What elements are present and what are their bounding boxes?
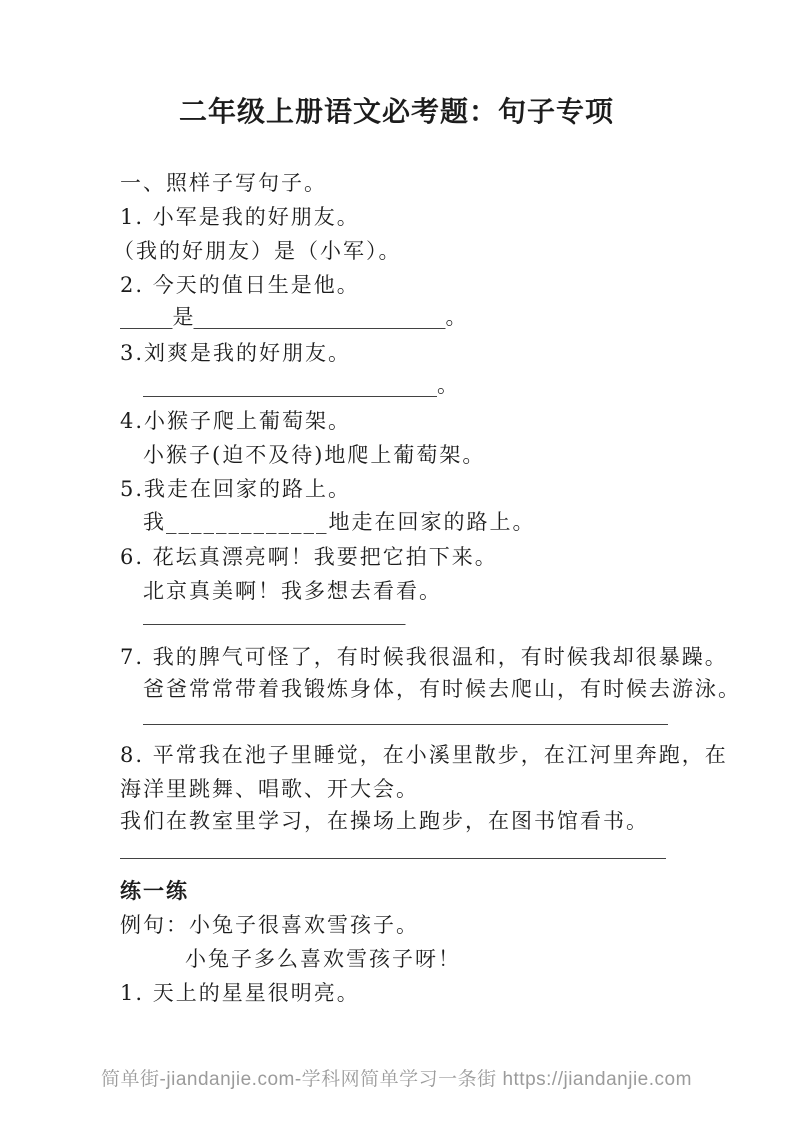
- question-8-answer: 我们在教室里学习，在操场上跑步，在图书馆看书。: [120, 809, 649, 833]
- question-3-fill-blank: ____________________________。: [143, 373, 458, 397]
- question-6-fill-blank: _________________________: [143, 601, 406, 625]
- question-7-fill-blank: __________________________________________________: [143, 701, 668, 725]
- question-1: 1. 小军是我的好朋友。: [120, 205, 360, 229]
- question-5: 5.我走在回家的路上。: [120, 477, 352, 501]
- question-2: 2. 今天的值日生是他。: [120, 273, 360, 297]
- section-one-heading: 一、照样子写句子。: [120, 171, 327, 195]
- practice-heading: 练一练: [120, 878, 189, 903]
- footer-watermark: 简单街-jiandanjie.com-学科网简单学习一条街 https://jiandanjie.com: [101, 1069, 692, 1090]
- question-8-line2: 海洋里跳舞、唱歌、开大会。: [120, 777, 419, 801]
- question-4: 4.小猴子爬上葡萄架。: [120, 409, 352, 433]
- question-7-answer: 爸爸常常带着我锻炼身体，有时候去爬山，有时候去游泳。: [143, 677, 741, 701]
- question-4-answer: 小猴子(迫不及待)地爬上葡萄架。: [143, 443, 486, 467]
- question-1-answer: （我的好朋友）是（小军）。: [113, 239, 402, 263]
- question-6-answer: 北京真美啊！我多想去看看。: [143, 579, 442, 603]
- practice-item-1: 1. 天上的星星很明亮。: [120, 981, 360, 1005]
- question-8-line1: 8. 平常我在池子里睡觉，在小溪里散步，在江河里奔跑，在: [120, 743, 728, 767]
- question-7: 7. 我的脾气可怪了，有时候我很温和，有时候我却很暴躁。: [120, 645, 728, 669]
- question-5-fill-blank: 我_____________地走在回家的路上。: [143, 510, 536, 534]
- question-6: 6. 花坛真漂亮啊！我要把它拍下来。: [120, 545, 498, 569]
- question-3: 3.刘爽是我的好朋友。: [120, 341, 352, 365]
- page-title: 二年级上册语文必考题：句子专项: [178, 95, 614, 128]
- question-2-fill-blank: _____是________________________。: [120, 305, 467, 329]
- question-8-fill-blank: ____________________________________________________: [120, 835, 666, 859]
- practice-example-rewrite: 小兔子多么喜欢雪孩子呀！: [185, 947, 461, 971]
- practice-example: 例句：小兔子很喜欢雪孩子。: [120, 913, 419, 937]
